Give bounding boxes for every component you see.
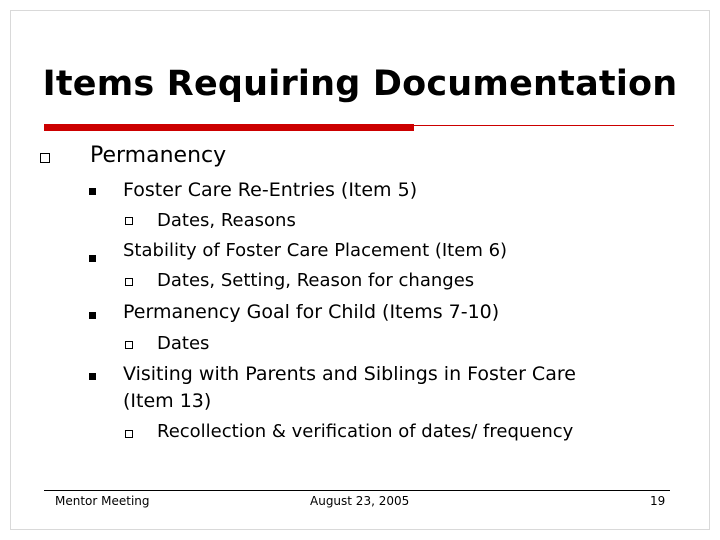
filled-square-bullet-icon <box>89 188 96 195</box>
sub-bullet-dates-setting-reason: Dates, Setting, Reason for changes <box>157 270 475 291</box>
filled-square-bullet-icon <box>89 255 96 262</box>
hollow-square-bullet-icon <box>40 153 50 163</box>
footer-rule <box>44 490 670 491</box>
sub-bullet-dates-reasons: Dates, Reasons <box>157 210 296 231</box>
filled-square-bullet-icon <box>89 312 96 319</box>
bullet-stability-placement: Stability of Foster Care Placement (Item 6) <box>123 240 508 261</box>
footer-page-number: 19 <box>650 494 666 508</box>
hollow-square-bullet-icon <box>125 430 133 438</box>
footer-left: Mentor Meeting <box>55 494 150 508</box>
bullet-foster-care-reentries: Foster Care Re-Entries (Item 5) <box>123 179 418 201</box>
sub-bullet-recollection: Recollection & verification of dates/ frequency <box>157 421 574 442</box>
hollow-square-bullet-icon <box>125 278 133 286</box>
bullet-permanency: Permanency <box>90 143 227 168</box>
bullet-visiting-line2: (Item 13) <box>123 390 212 412</box>
sub-bullet-dates: Dates <box>157 333 210 354</box>
bullet-visiting-line1: Visiting with Parents and Siblings in Foster Care <box>123 363 576 385</box>
filled-square-bullet-icon <box>89 373 96 380</box>
hollow-square-bullet-icon <box>125 217 133 225</box>
footer-date: August 23, 2005 <box>310 494 410 508</box>
title-accent-rule <box>44 124 414 131</box>
hollow-square-bullet-icon <box>125 341 133 349</box>
slide-title: Items Requiring Documentation <box>42 64 678 104</box>
title-thin-rule <box>414 125 674 126</box>
bullet-permanency-goal: Permanency Goal for Child (Items 7-10) <box>123 301 500 323</box>
